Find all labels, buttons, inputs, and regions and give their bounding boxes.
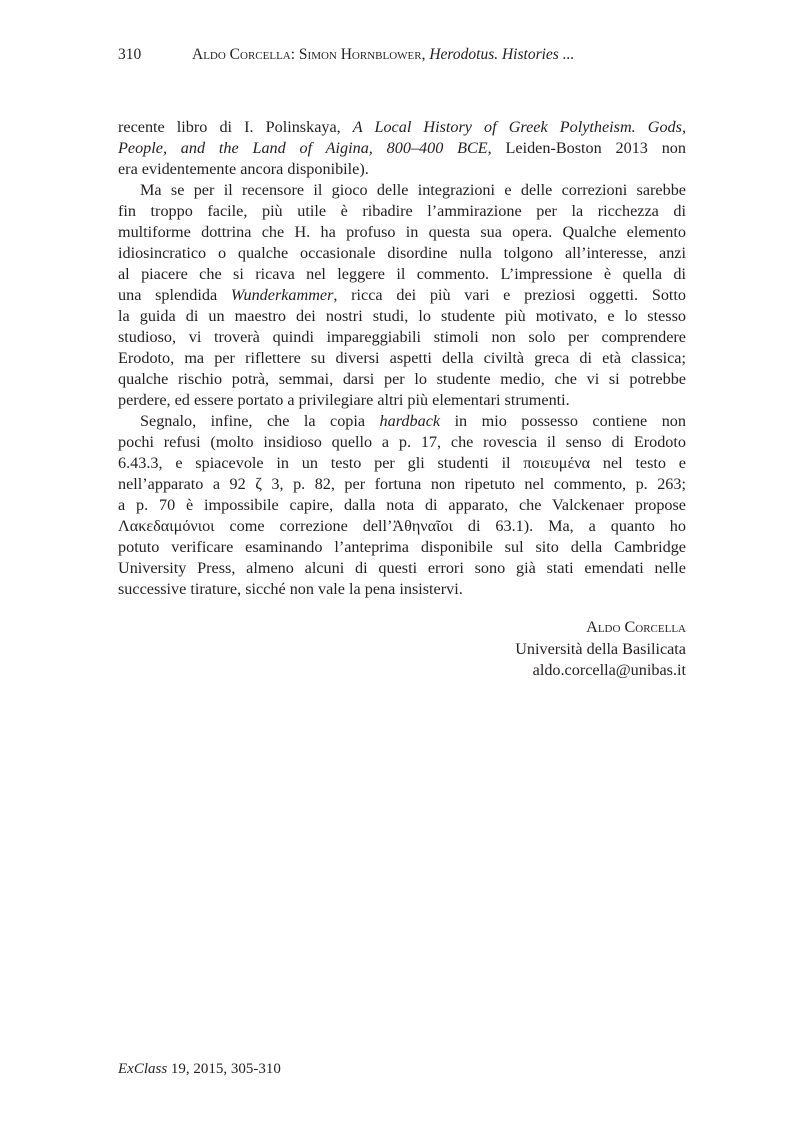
text-run: potuto verificare esaminando l’anteprima disponibile sul sito della Cambridge [118,538,686,556]
text-line [118,243,686,264]
text-line [118,474,686,495]
text-line [118,285,686,306]
running-header [118,46,574,64]
text-run: recente libro di I. Polinskaya, [118,118,353,136]
text-run: , Leiden-Boston 2013 non [487,139,686,157]
text-run: multiforme dottrina che H. ha profuso in questa sua opera. Qualche elemento [118,223,686,241]
text-run: studioso, vi troverà quindi impareggiabili stimoli non solo per comprendere [118,328,686,346]
text-run: Erodoto, ma per riflettere su diversi aspetti della civiltà greca di età classica; [118,349,686,367]
text-run: era evidentemente ancora disponibile). [118,160,369,178]
author-name: Aldo Corcella [586,618,686,636]
text-line [118,306,686,327]
text-line [118,264,686,285]
text-run: fin troppo facile, più utile è ribadire l’ammirazione per la ricchezza di [118,202,686,220]
text-line [118,390,686,411]
footer-citation [118,1061,281,1078]
text-line [118,369,686,390]
text-line [118,579,686,600]
text-run: , ricca dei più vari e preziosi oggetti. Sotto [333,286,686,304]
text-run: a p. 70 è impossibile capire, dalla nota di apparato, che Valckenaer propose [118,496,686,514]
italic-text: People, and the Land of Aigina, 800–400 BCE [118,139,488,157]
text-run: University Press, almeno alcuni di questi errori sono già stati emendati nelle [118,559,686,577]
text-line [118,348,686,369]
text-line [118,159,686,180]
italic-text: Wunderkammer [230,286,334,304]
text-line [118,495,686,516]
text-line [118,138,686,159]
text-line [118,558,686,579]
text-run: pochi refusi (molto insidioso quello a p. 17, che rovescia il senso di Erodoto [118,433,686,451]
running-title-sep: , [421,46,430,63]
author-affiliation: Università della Basilicata [515,639,686,658]
journal-name: ExClass [118,1061,168,1077]
text-line [118,453,686,474]
running-title-author: Aldo Corcella: Simon Hornblower [192,46,422,63]
text-run: la guida di un maestro dei nostri studi, lo studente più motivato, e lo stesso [118,307,686,325]
text-run: una splendida [118,286,231,304]
author-email: aldo.corcella@unibas.it [532,661,686,679]
journal-citation: 19, 2015, 305-310 [167,1061,281,1077]
text-line [118,516,686,537]
text-run: 6.43.3, e spiacevole in un testo per gli studenti il ποιευμένα nel testo e [118,454,686,472]
text-run: al piacere che si ricava nel leggere il commento. L’impressione è quella di [118,265,686,283]
running-title-work: Herodotus. Histories ... [429,46,575,63]
text-run: nell’apparato a 92 ζ 3, p. 82, per fortuna non ripetuto nel commento, p. 263; [118,475,686,493]
text-run: Segnalo, infine, che la copia [140,412,380,430]
text-run: idiosincratico o qualche occasionale disordine nulla tolgono all’interesse, anzi [118,244,686,262]
text-line [118,117,686,138]
signature-block [118,617,686,682]
text-run: successive tirature, sicché non vale la pena insistervi. [118,580,463,598]
text-line [118,432,686,453]
text-line [118,222,686,243]
italic-text: hardback [379,412,441,430]
text-run: Ma se per il recensore il gioco delle integrazioni e delle correzioni sarebbe [140,181,686,199]
text-line [118,180,686,201]
text-line [118,201,686,222]
text-run: perdere, ed essere portato a privilegiare altri più elementari strumenti. [118,391,570,409]
text-line [118,327,686,348]
italic-text: A Local History of Greek Polytheism. Gods, [352,118,686,136]
body-text [118,117,686,600]
text-line [118,411,686,432]
page-number: 310 [118,46,142,63]
text-run: qualche rischio potrà, semmai, darsi per lo studente medio, che vi si potrebbe [118,370,686,388]
text-run: Λακεδαιμόνιοι come correzione dell’Ἀθηναῖοι di 63.1). Ma, a quanto ho [118,517,686,535]
text-run: in mio possesso contiene non [440,412,686,430]
text-line [118,537,686,558]
